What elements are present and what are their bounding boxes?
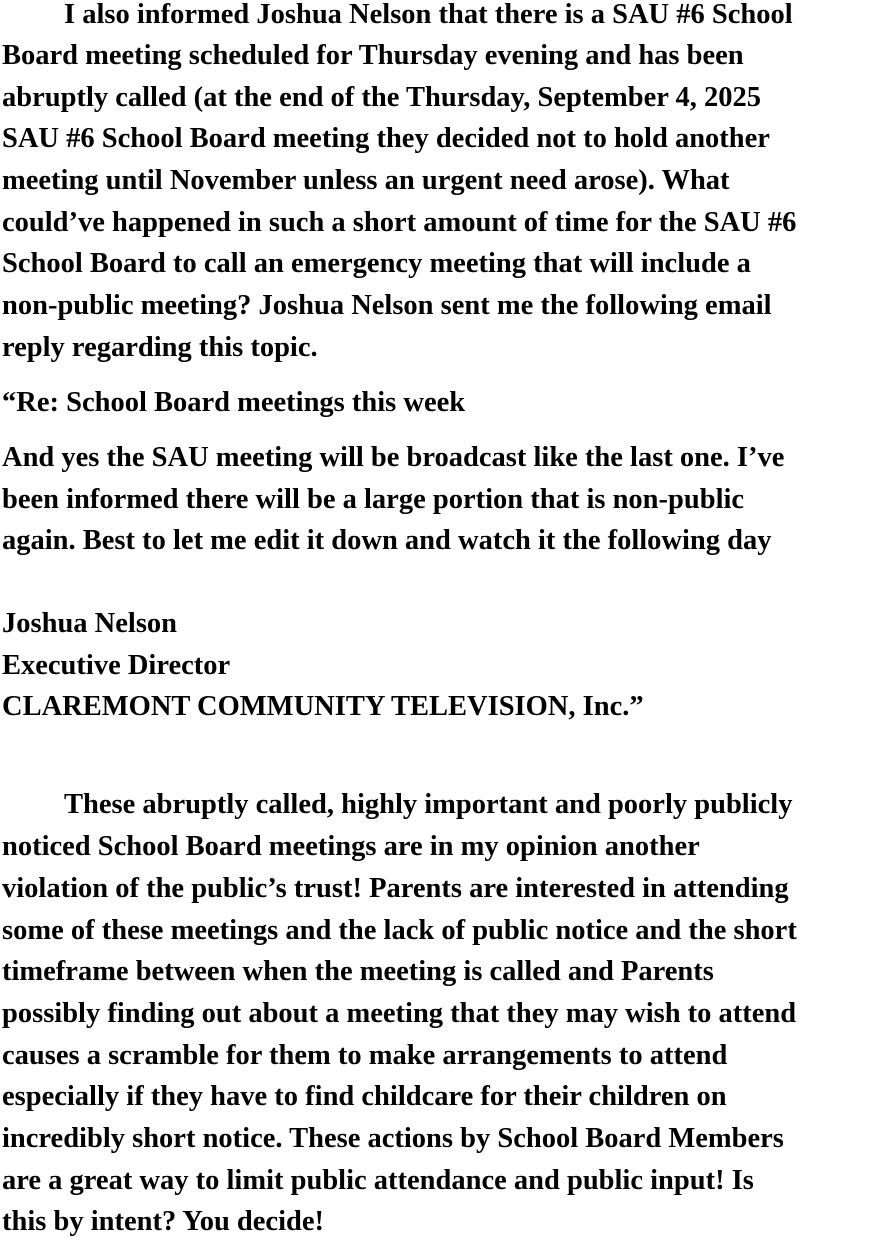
text-line: I also informed Joshua Nelson that there is a SAU #6 School: [64, 0, 793, 30]
text-line: meeting until November unless an urgent need arose). What: [2, 165, 730, 196]
text-line: causes a scramble for them to make arrangements to attend: [2, 1040, 728, 1071]
text-line: some of these meetings and the lack of public notice and the short: [2, 915, 797, 946]
signature-name: Joshua Nelson: [2, 608, 178, 639]
text-line: incredibly short notice. These actions by School Board Members: [2, 1123, 784, 1154]
text-line: These abruptly called, highly important and poorly publicly: [64, 789, 793, 820]
email-subject: “Re: School Board meetings this week: [2, 387, 466, 418]
text-line: Board meeting scheduled for Thursday evening and has been: [2, 40, 744, 71]
text-line: noticed School Board meetings are in my opinion another: [2, 831, 700, 862]
text-line: especially if they have to find childcare for their children on: [2, 1081, 727, 1112]
text-line: possibly finding out about a meeting that they may wish to attend: [2, 998, 797, 1029]
text-line: School Board to call an emergency meeting that will include a: [2, 248, 751, 279]
signature-title: Executive Director: [2, 650, 231, 681]
email-body-line: And yes the SAU meeting will be broadcast like the last one. I’ve: [2, 442, 785, 473]
email-body-line: been informed there will be a large portion that is non-public: [2, 484, 745, 515]
text-line: non-public meeting? Joshua Nelson sent me the following email: [2, 290, 772, 321]
email-body-line: again. Best to let me edit it down and watch it the following day: [2, 525, 772, 556]
text-line: could’ve happened in such a short amount of time for the SAU #6: [2, 207, 797, 238]
text-line: this by intent? You decide!: [2, 1206, 324, 1237]
text-line: violation of the public’s trust! Parents are interested in attending: [2, 873, 789, 904]
text-line: reply regarding this topic.: [2, 332, 318, 363]
text-line: SAU #6 School Board meeting they decided not to hold another: [2, 123, 770, 154]
text-line: timeframe between when the meeting is called and Parents: [2, 956, 714, 987]
text-line: abruptly called (at the end of the Thursday, September 4, 2025: [2, 82, 761, 113]
signature-org: CLAREMONT COMMUNITY TELEVISION, Inc.”: [2, 691, 644, 722]
text-line: are a great way to limit public attendance and public input! Is: [2, 1165, 754, 1196]
